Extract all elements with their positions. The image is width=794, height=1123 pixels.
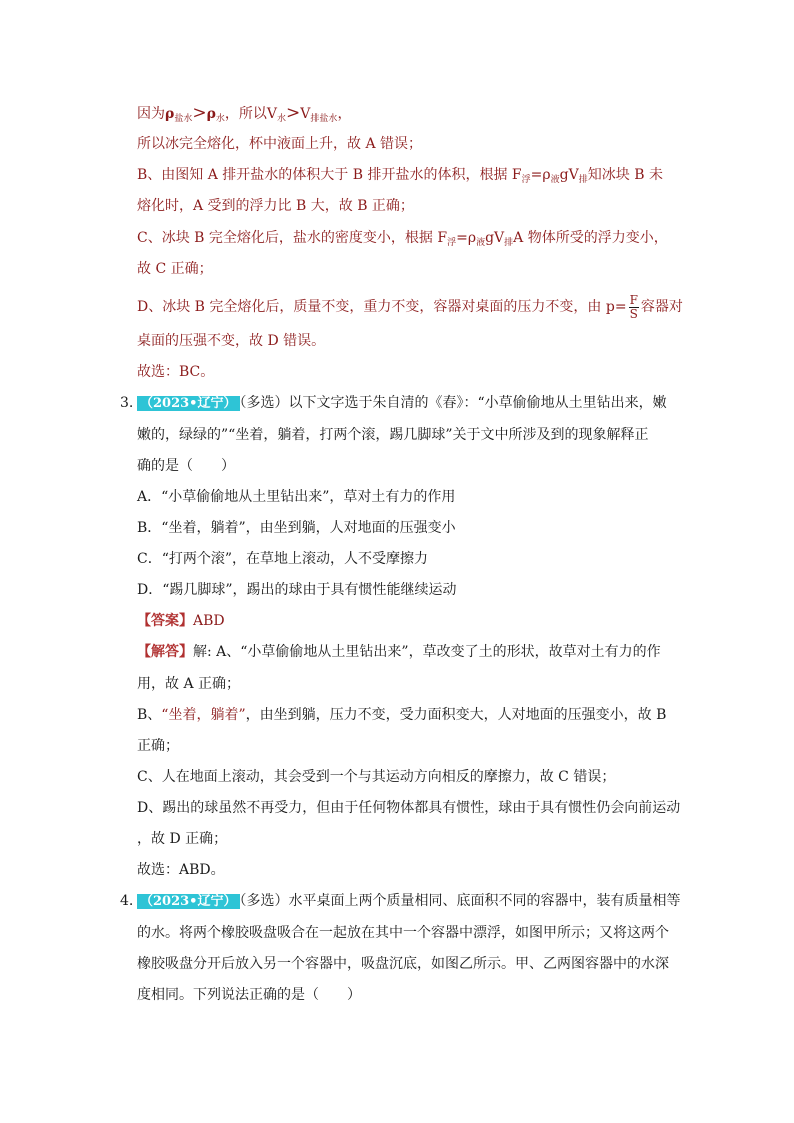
solution-line-8: 桌面的压强不变，故 D 错误。	[137, 333, 326, 349]
analysis-line-6: D、踢出的球虽然不再受力，但由于任何物体都具有惯性，球由于具有惯性仍会向前运动	[137, 800, 681, 816]
source-tag: （2023•辽宁）	[137, 396, 240, 411]
option-c: C．“打两个滚”，在草地上滚动，人不受摩擦力	[137, 551, 429, 567]
question-4-line-2: 的水。将两个橡胶吸盘吸合在一起放在其中一个容器中漂浮，如图甲所示；又将这两个	[137, 925, 669, 941]
text: =ρ	[456, 230, 477, 246]
subscript: 盐水	[174, 114, 193, 124]
question-4-line-4: 度相同。下列说法正确的是（ ）	[137, 987, 361, 1003]
text: 知冰块 B 未	[587, 167, 663, 183]
quoted-text: “坐着，躺着”	[161, 707, 246, 723]
text: A 物体所受的浮力变小，	[513, 230, 668, 246]
text: gV	[559, 167, 579, 183]
solution-line-9: 故选：BC。	[137, 364, 215, 380]
subscript: 排	[504, 238, 514, 248]
text: ，	[337, 106, 352, 122]
analysis-line-4: 正确；	[137, 738, 179, 754]
text: C、冰块 B 完全熔化后，盐水的密度变小，根据 F	[137, 230, 448, 246]
option-b: B．“坐着，躺着”，由坐到躺，人对地面的压强变小	[137, 520, 456, 536]
question-number-3: 3.	[120, 395, 134, 411]
subscript: 液	[550, 175, 560, 185]
text: B、由图知 A 排开盐水的体积大于 B 排开盐水的体积，根据 F	[137, 167, 522, 183]
answer-line	[137, 611, 225, 631]
text: 容器对	[640, 299, 683, 315]
text: 因为	[137, 106, 165, 122]
text: （多选）以下文字选于朱自清的《春》：“小草偷偷地从土里钻出来，嫩	[239, 395, 667, 411]
subscript: 水	[215, 114, 225, 124]
numerator: F	[629, 292, 638, 307]
greater-than: >	[286, 103, 301, 123]
analysis-line-5: C、人在地面上滚动，其会受到一个与其运动方向相反的摩擦力，故 C 错误；	[137, 769, 616, 785]
text: D、冰块 B 完全熔化后，质量不变，重力不变，容器对桌面的压力不变，由 p=	[137, 299, 627, 315]
option-a: A．“小草偷偷地从土里钻出来”，草对土有力的作用	[137, 489, 456, 505]
subscript: 排盐水	[310, 114, 338, 124]
text: =ρ	[530, 167, 551, 183]
option-d: D．“踢几脚球”，踢出的球由于具有惯性能继续运动	[137, 582, 457, 598]
solution-line-3	[137, 165, 663, 190]
greater-than: >	[192, 103, 207, 123]
solution-line-5	[137, 228, 668, 253]
denominator: S	[629, 306, 638, 321]
question-3-line-3: 确的是（ ）	[137, 458, 235, 474]
text: （多选）水平桌面上两个质量相同、底面积不同的容器中，装有质量相等	[239, 893, 681, 909]
text: B、	[137, 707, 162, 723]
analysis-line-7: ，故 D 正确；	[137, 831, 228, 847]
question-4-line-1	[137, 891, 681, 912]
question-number-4: 4.	[120, 893, 134, 909]
analysis-label: 【解答】	[137, 644, 193, 660]
rho-symbol: ρ	[165, 106, 175, 122]
subscript: 液	[476, 238, 486, 248]
source-tag: （2023•辽宁）	[137, 894, 240, 909]
subscript: 水	[277, 114, 287, 124]
analysis-line-3	[137, 705, 666, 725]
solution-line-4: 熔化时，A 受到的浮力比 B 大，故 B 正确；	[137, 198, 414, 214]
analysis-line-2: 用，故 A 正确；	[137, 676, 241, 692]
solution-line-7	[137, 293, 683, 321]
question-4-line-3: 橡胶吸盘分开后放入另一个容器中，吸盘沉底，如图乙所示。甲、乙两图容器中的水深	[137, 956, 669, 972]
solution-line-6: 故 C 正确；	[137, 261, 213, 277]
text: ，由坐到躺，压力不变，受力面积变大，人对地面的压强变小，故 B	[245, 707, 667, 723]
question-3-line-1	[137, 393, 667, 414]
subscript: 浮	[447, 238, 457, 248]
analysis-line-8: 故选：ABD。	[137, 862, 225, 878]
subscript: 排	[578, 175, 588, 185]
rho-symbol: ρ	[206, 106, 216, 122]
text: gV	[485, 230, 505, 246]
answer-value: ABD	[193, 613, 225, 629]
question-3-line-2: 嫩的，绿绿的”“坐着，躺着，打两个滚，踢几脚球”关于文中所涉及到的现象解释正	[137, 427, 649, 443]
subscript: 浮	[521, 175, 531, 185]
solution-line-2: 所以冰完全熔化，杯中液面上升，故 A 错误；	[137, 136, 423, 152]
answer-label: 【答案】	[137, 613, 193, 629]
fraction-f-over-s	[629, 294, 639, 321]
text: V	[300, 106, 311, 122]
analysis-line-1	[137, 642, 661, 662]
text: 解: A、“小草偷偷地从土里钻出来”，草改变了土的形状，故草对土有力的作	[193, 644, 661, 660]
solution-line-1	[137, 103, 351, 129]
text: ，所以V	[224, 106, 278, 122]
